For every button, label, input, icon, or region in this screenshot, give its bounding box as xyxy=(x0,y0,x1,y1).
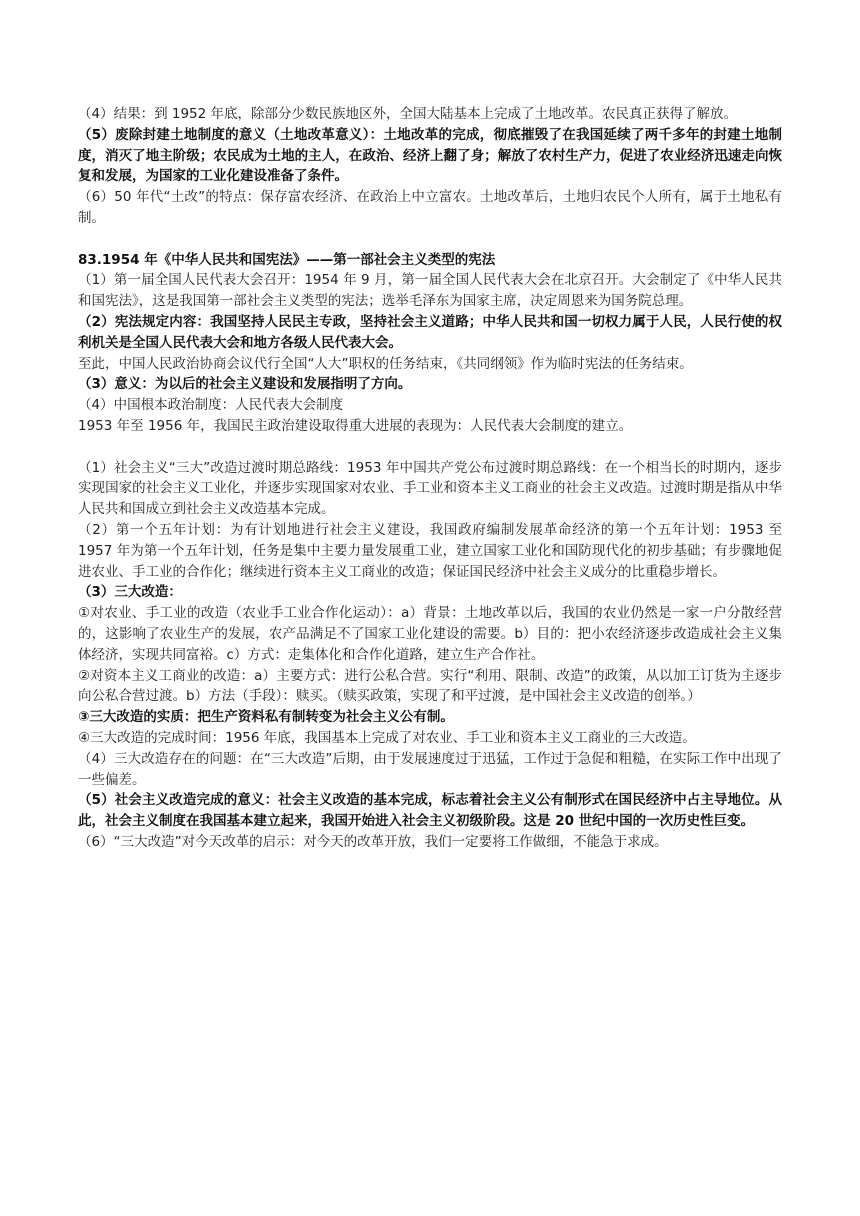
document-page xyxy=(78,104,782,853)
transformation-completion: ④三大改造的完成时间：1956 年底，我国基本上完成了对农业、手工业和资本主义工商业的三大改造。 xyxy=(78,729,696,746)
constitution-congress: （1）第一届全国人民代表大会召开：1954 年 9 月，第一届全国人民代表大会在北京召开。大会制定了《中华人民共和国宪法》，这是我国第一部社会主义类型的宪法；选举毛泽东为国家主席，决定周恩来为国务院总理。 xyxy=(78,272,782,310)
capitalist-industry-transformation: ②对资本主义工商业的改造：a）主要方式：进行公私合营。实行“利用、限制、改造”的政策，从以加工订货为主逐步向公私合营过渡。b）方法（手段）：赎买。（赎买政策，实现了和平过渡，是中国社会主义改造的创举。） xyxy=(78,667,782,705)
transformation-essence: ③三大改造的实质：把生产资料私有制转变为社会主义公有制。 xyxy=(78,709,454,726)
section-gap xyxy=(78,229,782,250)
constitution-significance: （3）意义：为以后的社会主义建设和发展指明了方向。 xyxy=(78,376,412,393)
section-gap xyxy=(78,437,782,458)
constitution-note: 至此，中国人民政治协商会议代行全国“人大”职权的任务结束，《共同纲领》作为临时宪法的任务结束。 xyxy=(78,355,693,372)
constitution-content: （2）宪法规定内容：我国坚持人民民主专政，坚持社会主义道路；中华人民共和国一切权力属于人民，人民行使的权利机关是全国人民代表大会和地方各级人民代表大会。 xyxy=(78,313,782,351)
constitution-heading: 83.1954 年《中华人民共和国宪法》——第一部社会主义类型的宪法 xyxy=(78,251,496,268)
land-reform-significance: （5）废除封建土地制度的意义（土地改革意义）：土地改革的完成，彻底摧毁了在我国延续了两千多年的封建土地制度，消灭了地主阶级；农民成为土地的主人，在政治、经济上翻了身；解放了农村生产力，促进了农业经济迅速走向恢复和发展，为国家的工业化建设准备了条件。 xyxy=(78,126,782,185)
land-reform-result: （4）结果：到 1952 年底，除部分少数民族地区外，全国大陆基本上完成了土地改革。农民真正获得了解放。 xyxy=(78,106,738,122)
first-five-year-plan: （2）第一个五年计划：为有计划地进行社会主义建设，我国政府编制发展革命经济的第一个五年计划：1953 至 1957 年为第一个五年计划，任务是集中主要力量发展重工业，建立国家工业化和国防现代化的初步基础；有步骤地促进农业、手工业的合作化；继续进行资本主义工商业的改造；保证国民经济中社会主义成分的比重稳步增长。 xyxy=(78,521,782,580)
transformation-lesson: （6）“三大改造”对今天改革的启示：对今天的改革开放，我们一定要将工作做细，不能急于求成。 xyxy=(78,833,668,850)
land-reform-features: （6）50 年代“土改”的特点：保存富农经济、在政治上中立富农。土地改革后，土地归农民个人所有，属于土地私有制。 xyxy=(78,189,782,226)
transformation-problems: （4）三大改造存在的问题：在“三大改造”后期，由于发展速度过于迅猛，工作过于急促和粗糙，在实际工作中出现了一些偏差。 xyxy=(78,750,782,788)
political-system: （4）中国根本政治制度：人民代表大会制度 xyxy=(78,397,344,414)
three-transformations-heading: （3）三大改造： xyxy=(78,584,182,601)
transition-general-line: （1）社会主义“三大”改造过渡时期总路线：1953 年中国共产党公布过渡时期总路线：在一个相当长的时期内，逐步实现国家的社会主义工业化，并逐步实现国家对农业、手工业和资本主义工商业的社会主义改造。过渡时期是指从中华人民共和国成立到社会主义改造基本完成。 xyxy=(78,459,782,518)
transformation-significance: （5）社会主义改造完成的意义：社会主义改造的基本完成，标志着社会主义公有制形式在国民经济中占主导地位。从此，社会主义制度在我国基本建立起来，我国开始进入社会主义初级阶段。这是 20 世纪中国的一次历史性巨变。 xyxy=(78,792,782,830)
democracy-progress: 1953 年至 1956 年，我国民主政治建设取得重大进展的表现为：人民代表大会制度的建立。 xyxy=(78,417,633,434)
agriculture-transformation: ①对农业、手工业的改造（农业手工业合作化运动）：a）背景：土地改革以后，我国的农业仍然是一家一户分散经营的，这影响了农业生产的发展，农产品满足不了国家工业化建设的需要。b）目的：把小农经济逐步改造成社会主义集体经济，实现共同富裕。c）方式：走集体化和合作化道路，建立生产合作社。 xyxy=(78,605,782,663)
